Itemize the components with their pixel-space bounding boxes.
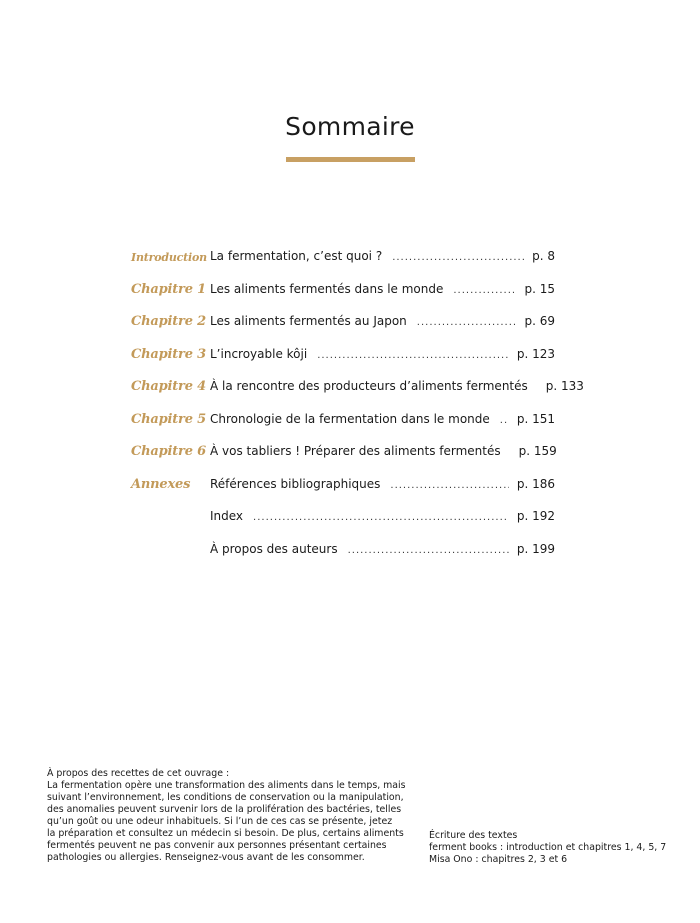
toc-page-number: p. 186	[516, 476, 555, 491]
toc-entry-title: L’incroyable kôji	[210, 346, 308, 361]
toc-entry-title: À la rencontre des producteurs d’aliments fermentés	[210, 379, 528, 393]
toc-label: Chapitre 5	[131, 411, 206, 427]
toc-page-number: p. 15	[524, 281, 555, 296]
leader-dots	[392, 249, 524, 263]
toc-page-number: p. 151	[516, 411, 555, 426]
toc-page-number: p. 192	[516, 509, 555, 523]
toc-entry-title: Chronologie de la fermentation dans le monde	[210, 411, 490, 426]
toc-row-chapitre-3[interactable]	[131, 347, 555, 380]
recipes-notice	[47, 768, 407, 864]
leader-dots	[417, 314, 517, 328]
writing-credits	[429, 830, 689, 866]
toc-entry-title: À propos des auteurs	[210, 541, 338, 556]
toc-page-number: p. 133	[545, 379, 584, 393]
title-underline	[286, 157, 415, 162]
leader-dots	[317, 347, 509, 361]
toc-page-number: p. 159	[518, 444, 557, 458]
toc-label: Chapitre 3	[131, 346, 206, 362]
toc-entry-title: Les aliments fermentés au Japon	[210, 314, 407, 328]
toc-row-chapitre-4[interactable]	[131, 379, 584, 412]
leader-dots	[253, 509, 509, 523]
leader-dots	[348, 542, 509, 556]
page-title: Sommaire	[285, 112, 415, 141]
notice-line: pathologies ou allergies. Renseignez-vous avant de les consommer.	[47, 852, 365, 863]
notice-heading: À propos des recettes de cet ouvrage :	[47, 768, 230, 779]
credits-line: Écriture des textes	[429, 830, 518, 841]
notice-line: suivant l’environnement, les conditions de conservation ou la manipulation,	[47, 792, 404, 803]
toc-label: Chapitre 1	[131, 281, 206, 297]
toc-label: Chapitre 4	[131, 379, 206, 394]
toc-page-number: p. 8	[532, 249, 555, 263]
credits-line: Misa Ono : chapitres 2, 3 et 6	[429, 854, 568, 865]
toc-label: Chapitre 2	[131, 314, 206, 329]
leader-dots	[500, 412, 509, 426]
notice-line: la préparation et consultez un médecin si besoin. De plus, certains aliments	[47, 828, 404, 839]
toc-row-annexes[interactable]	[131, 477, 555, 510]
credits-line: ferment books : introduction et chapitres 1, 4, 5, 7	[429, 842, 667, 853]
toc-page-number: p. 199	[516, 541, 555, 556]
table-of-contents	[131, 249, 584, 574]
toc-row-chapitre-1[interactable]	[131, 282, 555, 315]
toc-row-chapitre-5[interactable]	[131, 412, 555, 445]
notice-line: La fermentation opère une transformation des aliments dans le temps, mais	[47, 780, 406, 791]
toc-row-chapitre-2[interactable]	[131, 314, 555, 347]
toc-label: Chapitre 6	[131, 444, 206, 459]
toc-entry-title: Références bibliographiques	[210, 476, 381, 491]
toc-label: Annexes	[131, 476, 191, 492]
leader-dots	[390, 477, 508, 491]
toc-row-chapitre-6[interactable]	[131, 444, 555, 477]
notice-line: des anomalies peuvent survenir lors de la prolifération des bactéries, telles	[47, 804, 402, 815]
toc-page-number: p. 69	[524, 314, 555, 328]
toc-entry-title: À vos tabliers ! Préparer des aliments fermentés	[210, 444, 501, 458]
toc-entry-title: La fermentation, c’est quoi ?	[210, 249, 383, 263]
toc-row-auteurs[interactable]	[131, 542, 555, 575]
toc-entry-title: Les aliments fermentés dans le monde	[210, 281, 444, 296]
toc-row-introduction[interactable]	[131, 249, 555, 282]
toc-page-number: p. 123	[516, 346, 555, 361]
notice-line: qu’un goût ou une odeur inhabituels. Si l’un de ces cas se présente, jetez	[47, 816, 393, 827]
notice-line: fermentés peuvent ne pas convenir aux personnes présentant certaines	[47, 840, 387, 851]
toc-label: Introduction	[131, 251, 207, 264]
toc-row-index[interactable]	[131, 509, 555, 542]
leader-dots	[453, 282, 516, 296]
toc-entry-title: Index	[210, 509, 244, 523]
